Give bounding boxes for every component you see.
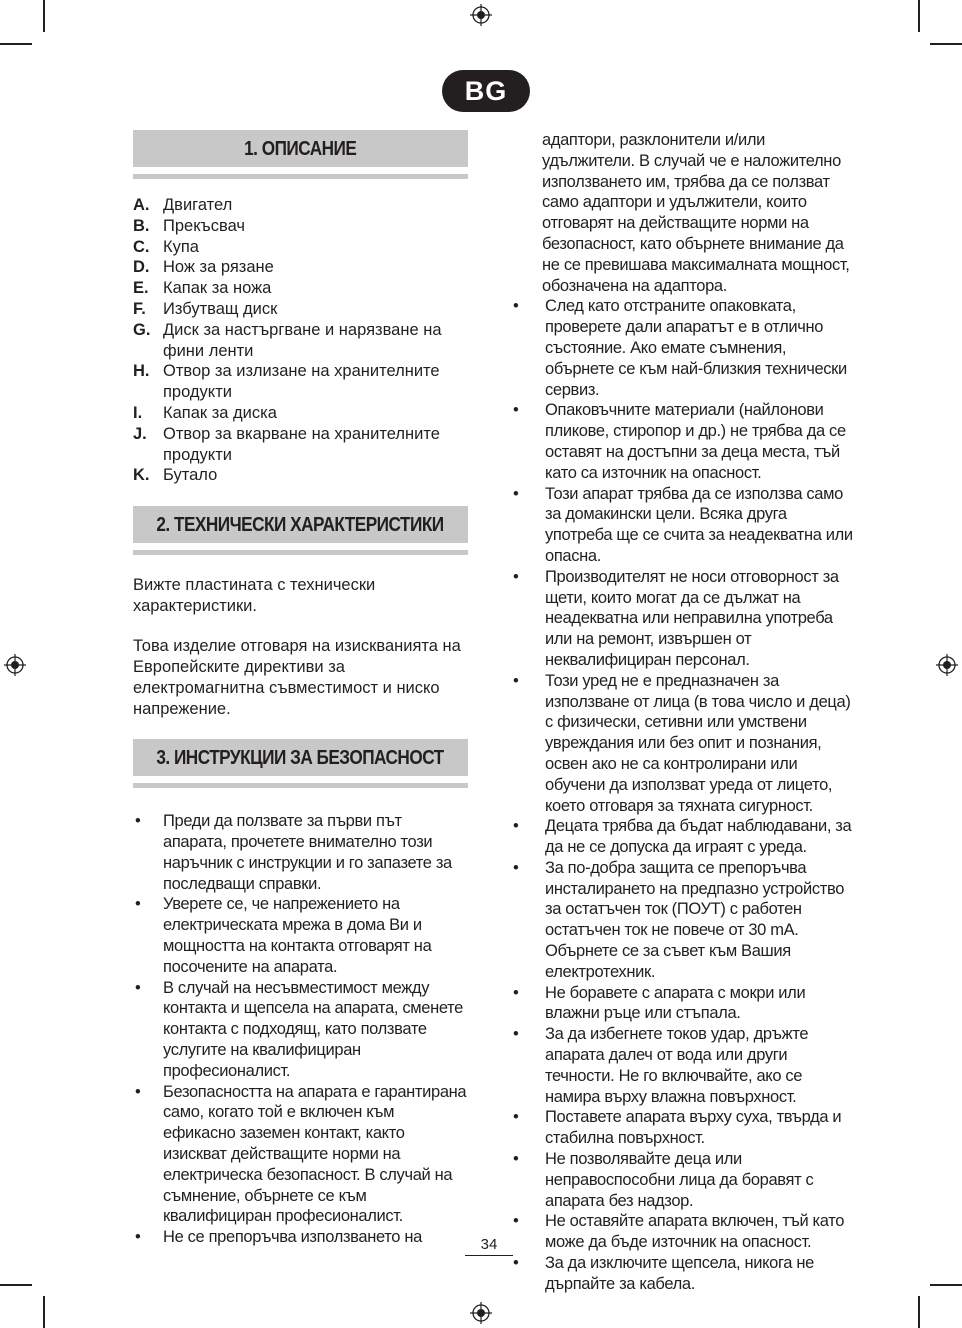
list-item: • Този уред не е предназначен за използване от лица (в това число и деца) с физически, сетивни или умствени увреждания или без опит и познания, освен ако не са контролирани или обучени да използват уреда от лицето, което отговаря за тяхната сигурност. <box>513 671 851 815</box>
safety-continuation: адаптори, разклонители и/или удължители. В случай че е наложително използването им, трябва да се ползват само адаптори и удължители, които отговарят на действащите норми на безопасност, като обърнете внимание да не се превишава максималната мощност, обозначена на адаптора. <box>542 131 850 295</box>
safety-list-right <box>510 296 855 1294</box>
list-item: • Опаковъчните материали (найлонови пликове, стиропор и др.) не трябва да се оставят на достъпни за деца места, тъй като са източник на опасност. <box>513 401 846 482</box>
list-item: • Децата трябва да бъдат наблюдавани, за да не се допуска да играят с уреда. <box>513 817 852 857</box>
registration-mark-top-icon <box>470 4 492 26</box>
registration-mark-right-icon <box>936 654 958 676</box>
tech-paragraph-1: Вижте пластината с технически характеристики. <box>133 576 376 616</box>
list-item: • След като отстраните опаковката, проверете дали апаратът е в отлично състояние. Ако емате съмнения, обърнете се към най-близкия технически сервиз. <box>513 297 847 399</box>
list-item: • За да избегнете токов удар, дръжте апарата далеч от вода или други течности. Не го включвайте, ако се намира върху влажна повърхност. <box>513 1025 809 1106</box>
list-item: • Не боравете с апарата с мокри или влажни ръце или стъпала. <box>513 983 806 1023</box>
section-heading-tech: 2. ТЕХНИЧЕСКИ ХАРАКТЕРИСТИКИ <box>133 506 468 543</box>
page-number: 34 <box>465 1236 513 1256</box>
right-column <box>510 130 855 1295</box>
registration-mark-left-icon <box>4 654 26 676</box>
list-item: • Не позволявайте деца или неправоспособни лица да боравят с апарата без надзор. <box>513 1150 814 1210</box>
list-item: • Безопасността на апарата е гарантирана само, когато той е включен към ефикасно заземен контакт, както изискват действащите норми на електрическа безопасност. В случай на съмнение, обърнете се към квалифициран професионалист. <box>135 1082 467 1226</box>
list-item: D. Нож за рязане <box>133 258 274 277</box>
crop-mark-br-v <box>918 1296 920 1328</box>
safety-list-left <box>133 811 468 1248</box>
list-item: • За по-добра защита се препоръчва инсталирането на предпазно устройство за остатъчен ток (ПОУТ) с работен остатъчен ток не повече от 30 mA. Обърнете се за съвет към Вашия електротехник. <box>513 858 845 981</box>
parts-list <box>133 195 468 486</box>
list-item: C. Купа <box>133 237 199 256</box>
section-rule <box>133 550 468 555</box>
crop-mark-tr-h <box>930 43 962 45</box>
list-item: • Производителят не носи отговорност за щети, които могат да се дължат на неадекватна или неправилна употреба или на ремонт, извършен от неквалифициран персонал. <box>513 567 839 669</box>
list-item: I. Капак за диска <box>133 403 277 422</box>
crop-mark-br-h <box>930 1284 962 1286</box>
list-item: E. Капак за ножа <box>133 279 272 298</box>
list-item: J. Отвор за вкарване на хранителните продукти <box>133 424 440 464</box>
language-badge: BG <box>442 70 530 112</box>
list-item: G. Диск за настъргване и нарязване на фини ленти <box>133 320 442 360</box>
list-item: F. Избутващ диск <box>133 299 278 318</box>
list-item: K. Бутало <box>133 466 218 485</box>
crop-mark-tl-h <box>0 43 32 45</box>
list-item: • Този апарат трябва да се използва само за домакински цели. Всяка друга употреба ще се счита за неадекватна или опасна. <box>513 484 853 565</box>
section-heading-description: 1. ОПИСАНИЕ <box>133 130 468 167</box>
list-item: • Не се препоръчва използването на <box>135 1228 422 1247</box>
list-item: A. Двигател <box>133 196 233 214</box>
list-item: B. Прекъсвач <box>133 216 245 235</box>
list-item: • Преди да ползвате за първи път апарата, прочетете внимателно този наръчник с инструкции и го запазете за последващи справки. <box>135 812 452 893</box>
section-heading-safety: 3. ИНСТРУКЦИИ ЗА БЕЗОПАСНОСТ <box>133 739 468 776</box>
registration-mark-bottom-icon <box>470 1302 492 1324</box>
list-item: H. Отвор за излизане на хранителните продукти <box>133 362 440 402</box>
tech-paragraph-2: Това изделие отговаря на изискванията на Европейските директиви за електромагнитна съвместимост и ниско напрежение. <box>133 637 461 719</box>
section-rule <box>133 783 468 788</box>
section-rule <box>133 174 468 179</box>
list-item: • Не оставяйте апарата включен, тъй като може да бъде източник на опасност. <box>513 1212 845 1252</box>
left-column <box>133 130 468 1248</box>
list-item: • Поставете апарата върху суха, твърда и стабилна повърхност. <box>513 1108 842 1148</box>
list-item: • В случай на несъвместимост между контакта и щепсела на апарата, сменете контакта с подходящ, като ползвате услугите на квалифициран професионалист. <box>135 978 463 1080</box>
crop-mark-tl-v <box>43 0 45 32</box>
crop-mark-tr-v <box>918 0 920 32</box>
crop-mark-bl-h <box>0 1284 32 1286</box>
list-item: • Уверете се, че напрежението на електрическата мрежа в дома Ви и мощността на контакта отговарят на посочените на апарата. <box>135 895 432 976</box>
list-item: • За да изключите щепсела, никога не дърпайте за кабела. <box>513 1254 814 1293</box>
crop-mark-bl-v <box>43 1296 45 1328</box>
